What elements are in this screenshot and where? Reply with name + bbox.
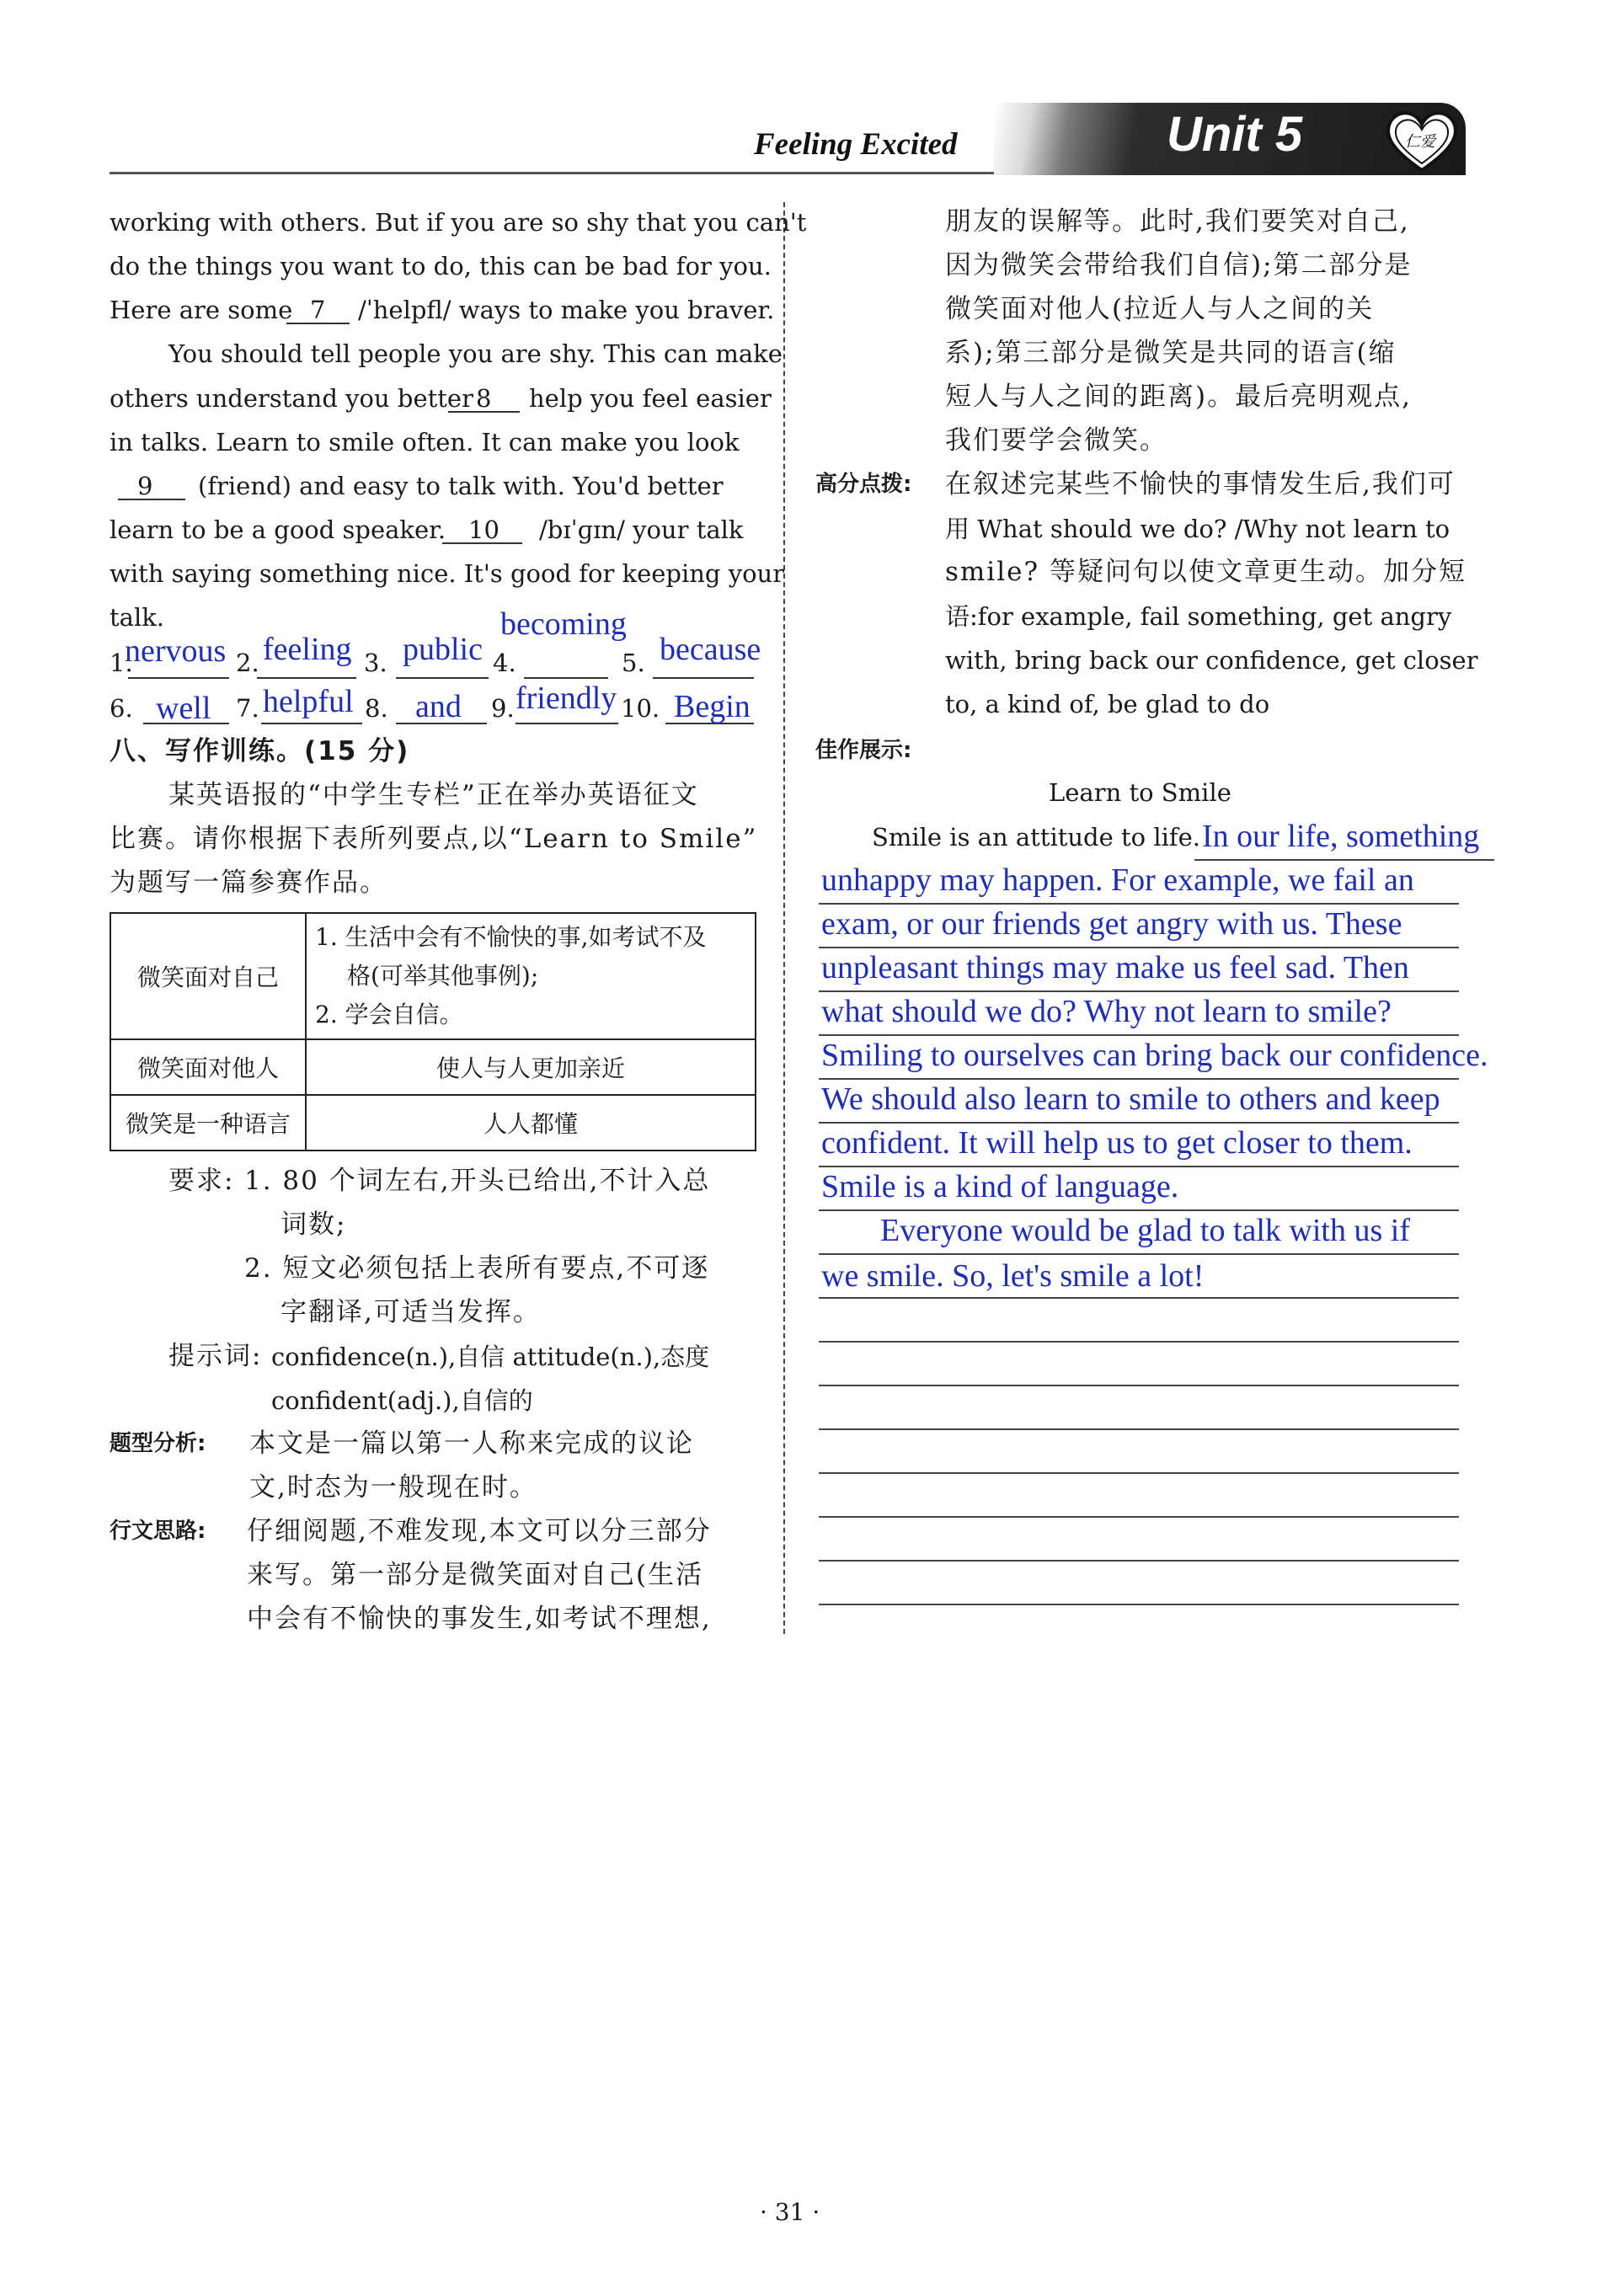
requirement-line: 1. 80 个词左右,开头已给出,不计入总 bbox=[244, 1166, 711, 1196]
answer-handwritten: becoming bbox=[500, 606, 627, 642]
writing-line bbox=[1194, 859, 1494, 861]
essay-line: Everyone would be glad to talk with us if bbox=[880, 1213, 1410, 1248]
essay-line: confident. It will help us to get closer to them. bbox=[821, 1125, 1413, 1161]
requirement-line: 2. 短文必须包括上表所有要点,不可逐 bbox=[244, 1253, 710, 1284]
section-title: 八、写作训练。(15 分) bbox=[110, 736, 410, 766]
writing-line bbox=[819, 1078, 1459, 1080]
answer-handwritten: nervous bbox=[125, 633, 227, 669]
answer-handwritten: well bbox=[156, 691, 211, 726]
essay-line: unpleasant things may make us feel sad. Then bbox=[821, 950, 1409, 985]
hint-line: confident(adj.),自信的 bbox=[271, 1386, 533, 1415]
writing-line bbox=[819, 1297, 1459, 1299]
passage-line: (friend) and easy to talk with. You'd better bbox=[198, 472, 724, 500]
writing-line bbox=[819, 1341, 1459, 1343]
blank-number: 8 bbox=[476, 384, 492, 413]
requirement-line: 字翻译,可适当发挥。 bbox=[280, 1297, 541, 1327]
answer-line bbox=[524, 677, 608, 679]
requirement-label: 要求: bbox=[168, 1166, 235, 1196]
table-row-body: 使人与人更加亲近 bbox=[306, 1039, 756, 1095]
passage-line: with saying something nice. It's good for keeping your bbox=[110, 559, 785, 588]
passage-line: learn to be a good speaker. bbox=[110, 515, 446, 544]
passage-line: in talks. Learn to smile often. It can make you look bbox=[110, 428, 740, 456]
answer-handwritten: Begin bbox=[674, 689, 751, 724]
approach-line: 微笑面对他人(拉近人与人之间的关 bbox=[945, 294, 1375, 324]
answer-line bbox=[128, 677, 229, 679]
page-number: · 31 · bbox=[760, 2198, 820, 2226]
writing-line bbox=[819, 947, 1459, 948]
table-row-body: 人人都懂 bbox=[306, 1095, 756, 1151]
essay-line: unhappy may happen. For example, we fail an bbox=[821, 862, 1414, 898]
task-intro: 某英语报的“中学生专栏”正在举办英语征文 bbox=[168, 780, 699, 810]
blank-number: 7 bbox=[310, 296, 326, 324]
passage-line: do the things you want to do, this can be bad for you. bbox=[110, 252, 772, 280]
answer-number: 5. bbox=[622, 649, 645, 677]
approach-label: 行文思路: bbox=[110, 1519, 206, 1544]
answer-handwritten: public bbox=[403, 632, 483, 667]
column-divider bbox=[783, 202, 785, 1634]
passage-line: Here are some bbox=[110, 296, 293, 324]
header-rule bbox=[110, 172, 994, 174]
essay-line: exam, or our friends get angry with us. These bbox=[821, 906, 1402, 942]
answer-number: 7. bbox=[236, 694, 259, 723]
writing-line bbox=[819, 1428, 1459, 1430]
writing-line bbox=[819, 1209, 1459, 1211]
writing-line bbox=[819, 1604, 1459, 1605]
answer-handwritten: feeling bbox=[263, 632, 352, 667]
essay-line: Smile is a kind of language. bbox=[821, 1169, 1179, 1204]
sample-label: 佳作展示: bbox=[815, 738, 912, 763]
task-intro: 为题写一篇参赛作品。 bbox=[110, 868, 387, 898]
blank-number: 10 bbox=[468, 515, 499, 544]
essay-line: In our life, something bbox=[1202, 819, 1480, 854]
answer-number: 10. bbox=[621, 694, 660, 723]
answer-handwritten: because bbox=[660, 632, 761, 667]
passage-line: /ˈhelpfl/ ways to make you braver. bbox=[358, 296, 775, 324]
tips-line: 在叙述完某些不愉快的事情发生后,我们可 bbox=[945, 469, 1456, 499]
tips-line: 用 What should we do? /Why not learn to bbox=[945, 515, 1450, 543]
passage-line: You should tell people you are shy. This can make bbox=[168, 339, 783, 368]
writing-line bbox=[819, 990, 1459, 992]
answer-number: 3. bbox=[364, 649, 387, 677]
task-intro: 比赛。请你根据下表所列要点,以“Learn to Smile” bbox=[110, 824, 758, 854]
essay-title: Learn to Smile bbox=[1049, 778, 1231, 807]
tips-line: to, a kind of, be glad to do bbox=[945, 690, 1270, 718]
blank-number: 9 bbox=[137, 472, 153, 500]
approach-line: 仔细阅题,不难发现,本文可以分三部分 bbox=[247, 1516, 712, 1546]
essay-start: Smile is an attitude to life. bbox=[872, 823, 1200, 852]
answer-number: 9. bbox=[491, 694, 515, 723]
passage-line: /bɪˈɡɪn/ your talk bbox=[539, 515, 744, 544]
table-cell-line: 格(可举其他事例); bbox=[347, 962, 539, 990]
essay-line: what should we do? Why not learn to smile? bbox=[821, 994, 1392, 1029]
approach-line: 短人与人之间的距离)。最后亮明观点, bbox=[945, 382, 1412, 412]
answer-number: 6. bbox=[110, 694, 133, 723]
hint-label: 提示词: bbox=[168, 1341, 263, 1371]
answer-number: 2. bbox=[236, 649, 259, 677]
table-row-head: 微笑面对他人 bbox=[110, 1039, 306, 1095]
passage-line: talk. bbox=[110, 603, 165, 632]
header-feeling-title: Feeling Excited bbox=[754, 127, 958, 162]
answer-handwritten: helpful bbox=[263, 684, 354, 719]
answer-handwritten: friendly bbox=[516, 681, 617, 716]
approach-line: 中会有不愉快的事发生,如考试不理想, bbox=[247, 1604, 712, 1634]
passage-line: others understand you better bbox=[110, 384, 473, 413]
writing-line bbox=[819, 1385, 1459, 1386]
analysis-line: 文,时态为一般现在时。 bbox=[249, 1472, 537, 1503]
heart-logo-text: 仁爱 bbox=[1405, 133, 1435, 151]
outline-table bbox=[110, 912, 756, 1151]
tips-line: with, bring back our confidence, get closer bbox=[945, 646, 1478, 675]
answer-line bbox=[653, 677, 754, 679]
tips-line: smile? 等疑问句以使文章更生动。加分短 bbox=[945, 557, 1466, 587]
essay-line: we smile. So, let's smile a lot! bbox=[821, 1258, 1205, 1294]
approach-line: 我们要学会微笑。 bbox=[945, 425, 1167, 456]
writing-line bbox=[819, 1034, 1459, 1036]
writing-line bbox=[819, 1516, 1459, 1518]
answer-line bbox=[257, 677, 356, 679]
header-unit-label: Unit 5 bbox=[1167, 107, 1303, 162]
requirement-line: 词数; bbox=[280, 1209, 347, 1240]
approach-line: 因为微笑会带给我们自信);第二部分是 bbox=[945, 250, 1413, 280]
analysis-line: 本文是一篇以第一人称来完成的议论 bbox=[249, 1428, 694, 1459]
heart-logo-icon bbox=[1381, 104, 1462, 175]
writing-line bbox=[819, 1166, 1459, 1167]
table-row-body bbox=[306, 913, 756, 1039]
answer-handwritten: and bbox=[415, 689, 462, 724]
answer-number: 4. bbox=[493, 649, 516, 677]
essay-line: Smiling to ourselves can bring back our confidence. bbox=[821, 1038, 1488, 1073]
approach-line: 来写。第一部分是微笑面对自己(生活 bbox=[247, 1560, 704, 1590]
writing-line bbox=[819, 1122, 1459, 1124]
analysis-label: 题型分析: bbox=[110, 1431, 206, 1456]
answer-number: 1. bbox=[110, 649, 133, 677]
table-cell-line: 2. 学会自信。 bbox=[315, 1001, 463, 1028]
answer-line bbox=[396, 677, 489, 679]
writing-line bbox=[819, 1253, 1459, 1255]
passage-line: help you feel easier bbox=[529, 384, 772, 413]
hint-line: confidence(n.),自信 attitude(n.),态度 bbox=[271, 1343, 710, 1371]
writing-line bbox=[819, 903, 1459, 905]
table-row-head: 微笑是一种语言 bbox=[110, 1095, 306, 1151]
passage-line: working with others. But if you are so shy that you can't bbox=[110, 208, 807, 237]
essay-line: We should also learn to smile to others and keep bbox=[821, 1081, 1440, 1117]
tips-label: 高分点拨: bbox=[815, 472, 912, 497]
answer-number: 8. bbox=[365, 694, 388, 723]
table-cell-line: 1. 生活中会有不愉快的事,如考试不及 bbox=[315, 923, 707, 951]
approach-line: 朋友的误解等。此时,我们要笑对自己, bbox=[945, 206, 1410, 237]
writing-line bbox=[819, 1560, 1459, 1562]
table-row-head: 微笑面对自己 bbox=[110, 913, 306, 1039]
writing-line bbox=[819, 1472, 1459, 1474]
answer-line bbox=[516, 723, 618, 724]
approach-line: 系);第三部分是微笑是共同的语言(缩 bbox=[945, 338, 1397, 368]
tips-line: 语:for example, fail something, get angry bbox=[945, 602, 1452, 631]
answer-line bbox=[261, 723, 362, 724]
